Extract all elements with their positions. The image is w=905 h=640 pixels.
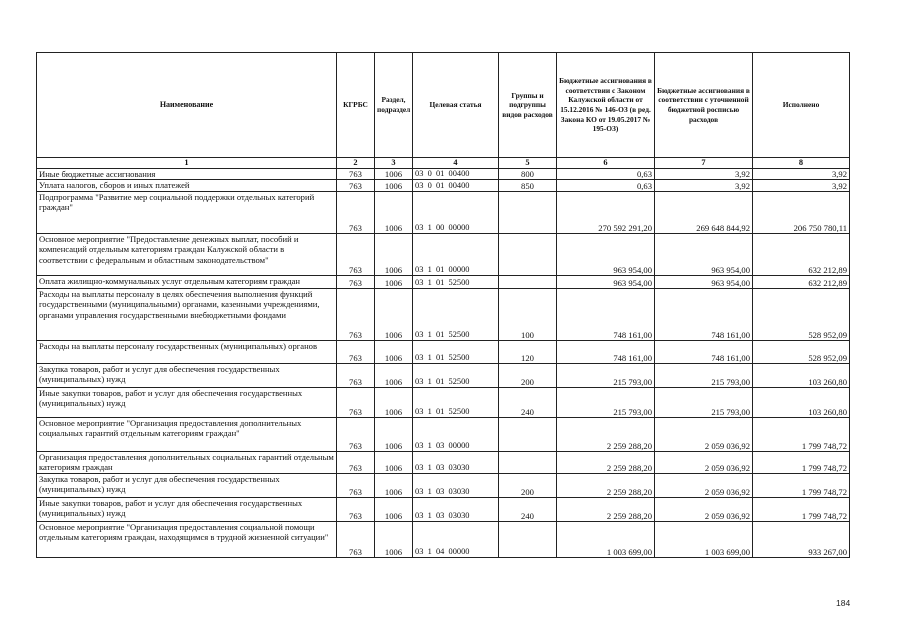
row-refined-amount: 963 954,00 bbox=[655, 275, 753, 288]
row-expense-group bbox=[499, 451, 557, 473]
row-law-amount: 748 161,00 bbox=[557, 340, 655, 363]
header-section: Раздел, подраздел bbox=[375, 53, 413, 158]
row-law-amount: 0,63 bbox=[557, 169, 655, 180]
row-law-amount: 1 003 699,00 bbox=[557, 521, 655, 557]
row-name: Расходы на выплаты персоналу в целях обеспечения выполнения функций государственными (муниципальными) органами, казенными учреждениями, органами управления государственными внебюджетными фондами bbox=[37, 288, 337, 340]
row-kgrbs: 763 bbox=[337, 191, 375, 233]
row-target-article: 03 1 03 03030 bbox=[413, 497, 499, 521]
row-kgrbs: 763 bbox=[337, 180, 375, 191]
column-number: 4 bbox=[413, 158, 499, 169]
row-name: Закупка товаров, работ и услуг для обеспечения государственных (муниципальных) нужд bbox=[37, 473, 337, 497]
row-executed-amount: 1 799 748,72 bbox=[753, 451, 850, 473]
row-law-amount: 963 954,00 bbox=[557, 275, 655, 288]
row-expense-group: 240 bbox=[499, 387, 557, 417]
row-expense-group bbox=[499, 275, 557, 288]
row-section: 1006 bbox=[375, 191, 413, 233]
row-target-article: 03 1 03 00000 bbox=[413, 417, 499, 451]
row-target-article: 03 1 01 52500 bbox=[413, 363, 499, 387]
row-section: 1006 bbox=[375, 417, 413, 451]
row-expense-group: 100 bbox=[499, 288, 557, 340]
row-kgrbs: 763 bbox=[337, 473, 375, 497]
page-number: 184 bbox=[836, 598, 851, 608]
row-name: Закупка товаров, работ и услуг для обеспечения государственных (муниципальных) нужд bbox=[37, 363, 337, 387]
table-row bbox=[37, 180, 850, 191]
row-executed-amount: 632 212,89 bbox=[753, 233, 850, 275]
table-row bbox=[37, 169, 850, 180]
row-expense-group bbox=[499, 191, 557, 233]
table-body bbox=[37, 169, 850, 558]
row-refined-amount: 748 161,00 bbox=[655, 340, 753, 363]
row-law-amount: 2 259 288,20 bbox=[557, 497, 655, 521]
table-row bbox=[37, 417, 850, 451]
table-row bbox=[37, 451, 850, 473]
row-law-amount: 0,63 bbox=[557, 180, 655, 191]
row-target-article: 03 1 01 52500 bbox=[413, 387, 499, 417]
row-refined-amount: 748 161,00 bbox=[655, 288, 753, 340]
row-refined-amount: 2 059 036,92 bbox=[655, 451, 753, 473]
row-law-amount: 2 259 288,20 bbox=[557, 473, 655, 497]
row-executed-amount: 933 267,00 bbox=[753, 521, 850, 557]
row-section: 1006 bbox=[375, 363, 413, 387]
row-kgrbs: 763 bbox=[337, 497, 375, 521]
header-law: Бюджетные ассигнования в соответствии с Законом Калужской области от 15.12.2016 № 146-ОЗ (в ред. Закона КО от 19.05.2017 № 195-ОЗ) bbox=[557, 53, 655, 158]
row-target-article: 03 1 04 00000 bbox=[413, 521, 499, 557]
row-section: 1006 bbox=[375, 387, 413, 417]
column-number: 6 bbox=[557, 158, 655, 169]
row-kgrbs: 763 bbox=[337, 451, 375, 473]
row-expense-group bbox=[499, 233, 557, 275]
column-number: 3 bbox=[375, 158, 413, 169]
row-law-amount: 963 954,00 bbox=[557, 233, 655, 275]
column-number: 2 bbox=[337, 158, 375, 169]
table-row bbox=[37, 363, 850, 387]
row-name: Иные бюджетные ассигнования bbox=[37, 169, 337, 180]
row-executed-amount: 528 952,09 bbox=[753, 288, 850, 340]
row-kgrbs: 763 bbox=[337, 340, 375, 363]
table-row bbox=[37, 387, 850, 417]
table-row bbox=[37, 340, 850, 363]
table-row bbox=[37, 497, 850, 521]
column-number: 1 bbox=[37, 158, 337, 169]
header-target: Целевая статья bbox=[413, 53, 499, 158]
row-section: 1006 bbox=[375, 275, 413, 288]
row-expense-group: 800 bbox=[499, 169, 557, 180]
row-target-article: 03 1 01 52500 bbox=[413, 340, 499, 363]
row-expense-group bbox=[499, 417, 557, 451]
row-law-amount: 748 161,00 bbox=[557, 288, 655, 340]
row-target-article: 03 1 01 52500 bbox=[413, 288, 499, 340]
row-section: 1006 bbox=[375, 340, 413, 363]
row-target-article: 03 1 03 03030 bbox=[413, 451, 499, 473]
row-expense-group: 200 bbox=[499, 473, 557, 497]
row-refined-amount: 3,92 bbox=[655, 169, 753, 180]
row-expense-group: 120 bbox=[499, 340, 557, 363]
column-number: 7 bbox=[655, 158, 753, 169]
column-number-row bbox=[37, 158, 850, 169]
row-executed-amount: 3,92 bbox=[753, 180, 850, 191]
row-kgrbs: 763 bbox=[337, 233, 375, 275]
row-refined-amount: 963 954,00 bbox=[655, 233, 753, 275]
row-refined-amount: 2 059 036,92 bbox=[655, 417, 753, 451]
row-name: Основное мероприятие "Предоставление денежных выплат, пособий и компенсаций отдельным категориям граждан Калужской области в соответствии с федеральным и областным законодательством" bbox=[37, 233, 337, 275]
row-target-article: 03 1 00 00000 bbox=[413, 191, 499, 233]
row-executed-amount: 1 799 748,72 bbox=[753, 473, 850, 497]
row-law-amount: 2 259 288,20 bbox=[557, 417, 655, 451]
row-section: 1006 bbox=[375, 497, 413, 521]
row-expense-group bbox=[499, 521, 557, 557]
table-row bbox=[37, 191, 850, 233]
row-section: 1006 bbox=[375, 521, 413, 557]
row-expense-group: 200 bbox=[499, 363, 557, 387]
table-row bbox=[37, 473, 850, 497]
header-name: Наименование bbox=[37, 53, 337, 158]
row-section: 1006 bbox=[375, 180, 413, 191]
row-name: Подпрограмма "Развитие мер социальной поддержки отдельных категорий граждан" bbox=[37, 191, 337, 233]
row-refined-amount: 2 059 036,92 bbox=[655, 497, 753, 521]
row-executed-amount: 632 212,89 bbox=[753, 275, 850, 288]
row-law-amount: 2 259 288,20 bbox=[557, 451, 655, 473]
row-executed-amount: 528 952,09 bbox=[753, 340, 850, 363]
row-section: 1006 bbox=[375, 233, 413, 275]
table-row bbox=[37, 233, 850, 275]
row-expense-group: 850 bbox=[499, 180, 557, 191]
row-executed-amount: 103 260,80 bbox=[753, 363, 850, 387]
row-executed-amount: 103 260,80 bbox=[753, 387, 850, 417]
row-law-amount: 215 793,00 bbox=[557, 387, 655, 417]
row-name: Оплата жилищно-коммунальных услуг отдельным категориям граждан bbox=[37, 275, 337, 288]
row-name: Уплата налогов, сборов и иных платежей bbox=[37, 180, 337, 191]
row-name: Иные закупки товаров, работ и услуг для обеспечения государственных (муниципальных) нужд bbox=[37, 497, 337, 521]
row-kgrbs: 763 bbox=[337, 169, 375, 180]
row-target-article: 03 1 03 03030 bbox=[413, 473, 499, 497]
table-row bbox=[37, 521, 850, 557]
column-number: 5 bbox=[499, 158, 557, 169]
row-section: 1006 bbox=[375, 169, 413, 180]
table-row bbox=[37, 288, 850, 340]
header-row bbox=[37, 53, 850, 158]
row-name: Расходы на выплаты персоналу государственных (муниципальных) органов bbox=[37, 340, 337, 363]
header-kgrbs: КГРБС bbox=[337, 53, 375, 158]
row-refined-amount: 215 793,00 bbox=[655, 363, 753, 387]
row-name: Организация предоставления дополнительных социальных гарантий отдельным категориям граждан bbox=[37, 451, 337, 473]
row-kgrbs: 763 bbox=[337, 521, 375, 557]
row-expense-group: 240 bbox=[499, 497, 557, 521]
row-kgrbs: 763 bbox=[337, 387, 375, 417]
row-executed-amount: 3,92 bbox=[753, 169, 850, 180]
column-number: 8 bbox=[753, 158, 850, 169]
row-kgrbs: 763 bbox=[337, 275, 375, 288]
row-executed-amount: 1 799 748,72 bbox=[753, 417, 850, 451]
row-law-amount: 270 592 291,20 bbox=[557, 191, 655, 233]
row-name: Основное мероприятие "Организация предоставления дополнительных социальных гарантий отдельным категориям граждан" bbox=[37, 417, 337, 451]
row-name: Иные закупки товаров, работ и услуг для обеспечения государственных (муниципальных) нужд bbox=[37, 387, 337, 417]
row-section: 1006 bbox=[375, 451, 413, 473]
row-refined-amount: 269 648 844,92 bbox=[655, 191, 753, 233]
row-refined-amount: 215 793,00 bbox=[655, 387, 753, 417]
header-executed: Исполнено bbox=[753, 53, 850, 158]
table-row bbox=[37, 275, 850, 288]
row-refined-amount: 1 003 699,00 bbox=[655, 521, 753, 557]
row-kgrbs: 763 bbox=[337, 363, 375, 387]
header-groups: Группы и подгруппы видов расходов bbox=[499, 53, 557, 158]
budget-table bbox=[36, 52, 850, 558]
row-refined-amount: 3,92 bbox=[655, 180, 753, 191]
row-law-amount: 215 793,00 bbox=[557, 363, 655, 387]
row-executed-amount: 1 799 748,72 bbox=[753, 497, 850, 521]
row-kgrbs: 763 bbox=[337, 417, 375, 451]
header-refined: Бюджетные ассигнования в соответствии с уточненной бюджетной росписью расходов bbox=[655, 53, 753, 158]
row-kgrbs: 763 bbox=[337, 288, 375, 340]
row-section: 1006 bbox=[375, 288, 413, 340]
row-target-article: 03 0 01 00400 bbox=[413, 180, 499, 191]
row-target-article: 03 0 01 00400 bbox=[413, 169, 499, 180]
row-refined-amount: 2 059 036,92 bbox=[655, 473, 753, 497]
row-name: Основное мероприятие "Организация предоставления социальной помощи отдельным категориям граждан, находящимся в трудной жизненной ситуации" bbox=[37, 521, 337, 557]
row-target-article: 03 1 01 00000 bbox=[413, 233, 499, 275]
row-target-article: 03 1 01 52500 bbox=[413, 275, 499, 288]
row-section: 1006 bbox=[375, 473, 413, 497]
row-executed-amount: 206 750 780,11 bbox=[753, 191, 850, 233]
